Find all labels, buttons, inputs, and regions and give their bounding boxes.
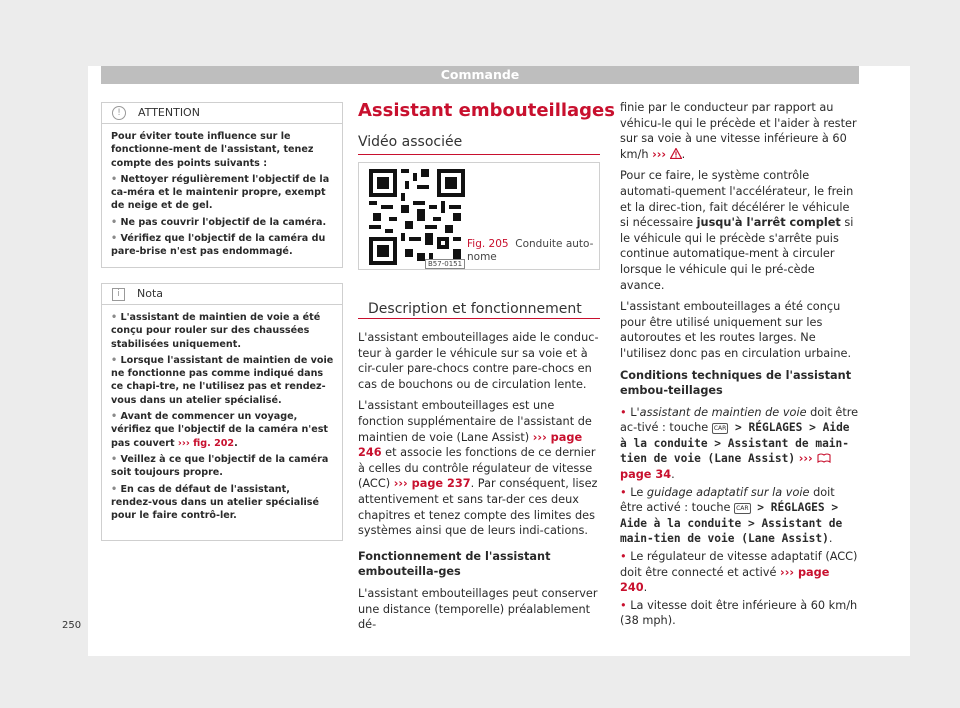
car-key-icon: CAR — [736, 504, 749, 512]
description-rule — [358, 318, 600, 319]
middle-text — [358, 330, 600, 639]
book-icon — [817, 453, 831, 463]
subheading-fonctionnement: Fonctionnement de l'assistant embouteilla-ges — [358, 549, 551, 579]
subheading-conditions: Conditions techniques de l'assistant embou-teillages — [620, 368, 852, 398]
nota-header — [102, 284, 342, 304]
description-title: Description et fonctionnement — [368, 301, 582, 317]
attention-item: • Vérifiez que l'objectif de la caméra du pare-brise n'est pas endommagé. — [111, 233, 326, 258]
figure-caption: Fig. 205 Conduite auto-nome — [467, 238, 594, 263]
video-subtitle: Vidéo associée — [358, 134, 463, 150]
page-header: Commande — [101, 66, 859, 84]
condition-item: • L'assistant de maintien de voie doit être ac-tivé : touche CAR > RÉGLAGES > Aide à la conduite > Assistant de main-tien de voie (Lane Assist) ››› page 34. — [620, 405, 859, 482]
condition-item: • Le régulateur de vitesse adaptatif (ACC) doit être connecté et activé ››› page 240. — [620, 550, 858, 595]
info-icon: i — [112, 288, 125, 301]
warning-link[interactable]: ››› — [652, 147, 667, 161]
warning-triangle-icon — [670, 148, 682, 159]
right-text — [620, 100, 860, 635]
nota-label: Nota — [137, 287, 164, 300]
nota-item: • Veillez à ce que l'objectif de la caméra soit toujours propre. — [111, 453, 329, 479]
nota-item: • Avant de commencer un voyage, vérifiez que l'objectif de la caméra n'est pas couvert ››› fig. 202. — [111, 411, 329, 449]
car-key-icon: CAR — [713, 424, 727, 432]
nota-box — [101, 283, 343, 541]
para-control: Pour ce faire, le système contrôle automati-quement l'accélérateur, le frein et la direc-tion, fait décélérer le véhicule si nécessaire jusqu'à l'arrêt complet si le véhicule qui le précède s'arrête puis continue automatique-ment à circuler lorsque le véhicule qui le pré-cède avance. — [620, 169, 854, 292]
page-240-link[interactable]: ››› page 240 — [620, 565, 830, 595]
figure-code: B57-0151 — [425, 259, 465, 269]
attention-header — [102, 103, 342, 123]
condition-item: • La vitesse doit être inférieure à 60 km/h (38 mph). — [620, 598, 858, 628]
nota-item: • Lorsque l'assistant de maintien de voie ne fonctionne pas comme indiqué dans ce chapi-tre, ne l'utilisez pas et rendez-vous dans un atelier spécialisé. — [111, 354, 334, 406]
nota-item: • L'assistant de maintien de voie a été conçu pour rouler sur des chaussées stabilisées uniquement. — [111, 312, 321, 350]
para-intro: L'assistant embouteillages aide le conduc-teur à garder le véhicule sur sa voie et à cir-culer pare-chocs contre pare-chocs en cas de bouchons ou de circulation lente. — [358, 331, 599, 391]
page-34-link[interactable]: ››› page 34 — [620, 452, 831, 481]
para-speed: finie par le conducteur par rapport au véhicu-le qui le précède et l'aider à rester sur sa voie à une vitesse inférieure à 60 km/h ››› . — [620, 101, 857, 161]
para-lane-assist: L'assistant embouteillages est une fonction supplémentaire de l'assistant de maintien de voie (Lane Assist) ››› page 246 et associe les fonctions de ce dernier à celles du contrôle régulateur de vitesse (ACC) ››› page 237. Par conséquent, lisez attentivement et sans tar-der ces deux chapitres et tenez compte des limites des systèmes ainsi que de leurs indi-cations. — [358, 399, 598, 538]
para-usage: L'assistant embouteillages a été conçu pour être utilisé uniquement sur les autoroutes et les routes larges. Ne l'utilisez donc pas en circulation urbaine. — [620, 300, 852, 360]
nota-item: • En cas de défaut de l'assistant, rendez-vous dans un atelier spécialisé pour le faire contrô-ler. — [111, 483, 320, 522]
page-number: 250 — [62, 620, 82, 631]
attention-intro: Pour éviter toute influence sur le fonctionne-ment de l'assistant, tenez compte des points suivants : — [111, 131, 314, 169]
attention-box — [101, 102, 343, 268]
attention-label: ATTENTION — [138, 106, 200, 119]
qr-code-icon — [369, 169, 465, 265]
video-rule — [358, 154, 600, 155]
page-246-link[interactable]: ››› page 246 — [358, 430, 583, 460]
attention-item: • Nettoyer régulièrement l'objectif de la ca-méra et le maintenir propre, exempt de neige et de gel. — [111, 173, 330, 212]
warning-circle-icon: ! — [112, 106, 126, 120]
para-distance: L'assistant embouteillages peut conserver une distance (temporelle) préalablement dé- — [358, 586, 598, 632]
page-237-link[interactable]: ››› page 237 — [393, 477, 471, 491]
condition-item: • Le guidage adaptatif sur la voie doit être activé : touche CAR > RÉGLAGES > Aide à la conduite > Assistant de main-tien de voie (Lane Assist). — [620, 485, 843, 546]
section-title: Assistant embouteillages — [358, 100, 615, 121]
attention-item: • Ne pas couvrir l'objectif de la caméra. — [111, 216, 327, 228]
fig-202-link[interactable]: ››› fig. 202 — [177, 437, 235, 449]
